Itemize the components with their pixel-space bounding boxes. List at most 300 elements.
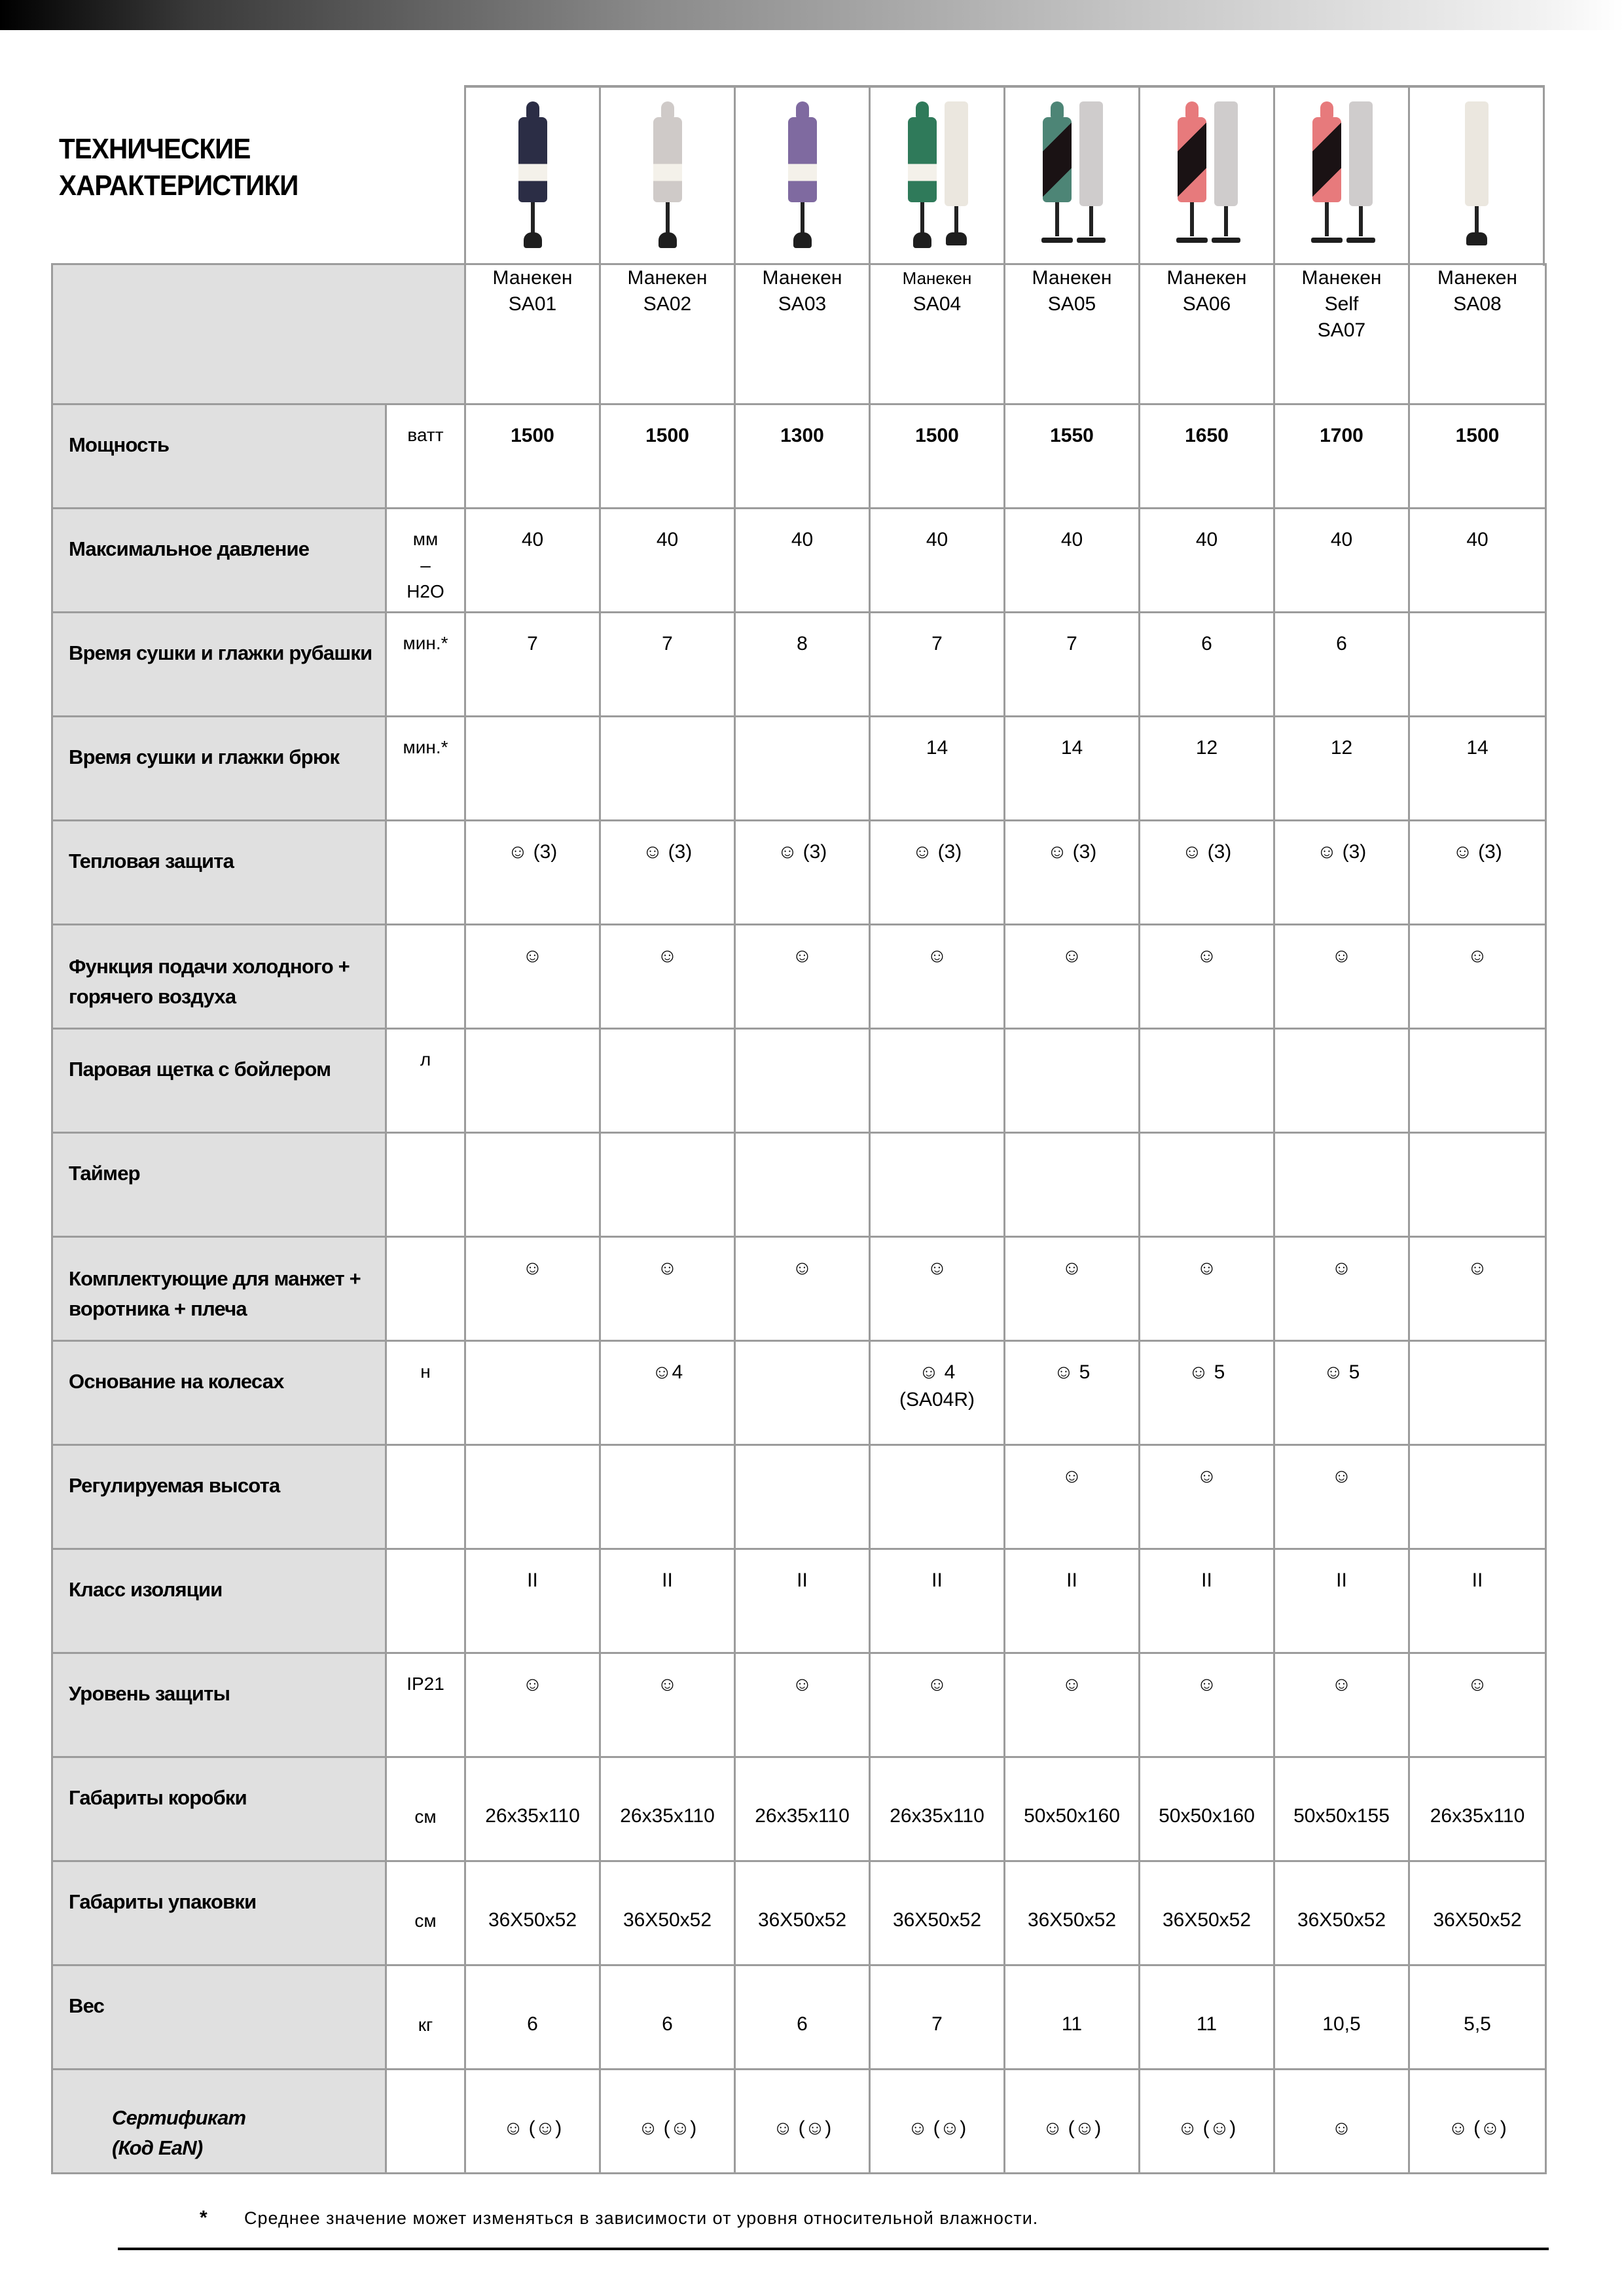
table-cell	[870, 1757, 1005, 1861]
cell-value: 26x35x110	[755, 1805, 850, 1827]
product-photo-2	[599, 88, 734, 266]
row-label-line: Габариты упаковки	[69, 1890, 257, 1913]
model-name-line: SA06	[1182, 293, 1231, 315]
table-cell	[870, 925, 1005, 1029]
table-cell	[870, 404, 1005, 509]
cell-value: ☺	[1197, 1257, 1217, 1279]
cell-value: 1650	[1185, 425, 1229, 446]
model-header-1	[465, 264, 600, 404]
table-cell	[1140, 404, 1274, 509]
row-label-line: Функция подачи холодного +	[69, 955, 350, 978]
model-header-6	[1140, 264, 1274, 404]
cell-value: ☺ 5	[1188, 1361, 1225, 1383]
cell-value: ☺ (3)	[507, 841, 558, 863]
cell-value: ☺ (3)	[1316, 841, 1367, 863]
table-row	[52, 509, 1546, 613]
cell-value: 50x50x160	[1159, 1805, 1255, 1827]
cell-value: ☺	[1331, 2117, 1352, 2139]
row-label-line: Мощность	[69, 433, 170, 456]
row-label-line: Время сушки и глажки рубашки	[69, 641, 372, 664]
row-unit-line: мм	[412, 529, 439, 549]
table-cell	[1140, 821, 1274, 925]
table-cell	[1005, 1653, 1140, 1757]
trouser-press-icon	[1464, 101, 1490, 252]
model-name-line: Self	[1324, 293, 1359, 315]
row-label-line: Сертификат	[112, 2106, 246, 2129]
table-row	[52, 1861, 1546, 1965]
table-cell	[735, 1861, 870, 1965]
cell-value: 36X50x52	[1027, 1909, 1117, 1931]
table-cell	[1140, 1861, 1274, 1965]
table-row	[52, 1549, 1546, 1653]
row-unit	[386, 509, 465, 613]
cell-value: ☺	[1197, 945, 1217, 967]
row-unit	[386, 1653, 465, 1757]
table-row	[52, 613, 1546, 717]
table-cell	[1140, 1029, 1274, 1133]
table-cell	[600, 1445, 735, 1549]
row-label-line: (Код EaN)	[112, 2136, 203, 2159]
table-cell	[870, 1965, 1005, 2070]
cell-value: 50x50x160	[1024, 1805, 1120, 1827]
cell-value: 6	[797, 2013, 808, 2035]
cell-value: 7	[527, 633, 538, 655]
table-cell	[465, 1341, 600, 1445]
table-cell	[870, 1133, 1005, 1237]
cell-value: ☺	[927, 945, 947, 967]
cell-value: 10,5	[1322, 2013, 1361, 2035]
cell-value: 36X50x52	[892, 1909, 982, 1931]
row-label-line: горячего воздуха	[69, 985, 236, 1008]
cell-value: ☺ 5	[1323, 1361, 1360, 1383]
table-cell	[1140, 1549, 1274, 1653]
table-cell	[1005, 925, 1140, 1029]
footnote	[200, 2207, 1038, 2229]
model-header-5	[1005, 264, 1140, 404]
table-cell	[1005, 1133, 1140, 1237]
cell-value: ☺	[1331, 1465, 1352, 1487]
cell-value: ☺	[1197, 1674, 1217, 1695]
row-label	[52, 1237, 386, 1341]
row-unit	[386, 1029, 465, 1133]
cell-value: ☺ (3)	[642, 841, 693, 863]
table-cell	[870, 1653, 1005, 1757]
model-name-line: SA04	[912, 293, 962, 315]
table-cell	[1005, 1445, 1140, 1549]
cell-value: 6	[1201, 633, 1212, 655]
cell-value: ☺	[1467, 945, 1488, 967]
table-cell	[1274, 1341, 1409, 1445]
table-cell	[735, 1341, 870, 1445]
model-name-line: Манекен	[1032, 267, 1112, 289]
product-photo-6	[1138, 88, 1273, 266]
table-cell	[870, 1029, 1005, 1133]
table-cell	[1140, 1237, 1274, 1341]
row-unit-line: см	[414, 1910, 437, 1931]
row-label	[52, 1965, 386, 2070]
row-label	[52, 1445, 386, 1549]
table-cell	[1140, 1133, 1274, 1237]
row-unit	[386, 1133, 465, 1237]
cell-value: 6	[1336, 633, 1347, 655]
table-cell	[1140, 1341, 1274, 1445]
cell-value: ☺ (3)	[777, 841, 827, 863]
table-cell	[735, 509, 870, 613]
table-cell	[735, 1653, 870, 1757]
model-name-line: Манекен	[627, 267, 708, 289]
table-cell	[1005, 821, 1140, 925]
table-cell	[1274, 925, 1409, 1029]
product-photo-8	[1408, 88, 1545, 266]
row-unit-line: IP21	[406, 1674, 444, 1694]
table-cell	[735, 1549, 870, 1653]
table-cell	[600, 821, 735, 925]
model-header-7	[1274, 264, 1409, 404]
cell-value: ☺	[1467, 1257, 1488, 1279]
cell-value: II	[1201, 1570, 1212, 1591]
product-photo-strip	[464, 85, 1545, 266]
cell-value: 7	[1066, 633, 1077, 655]
cell-value: ☺	[1062, 1465, 1082, 1487]
table-cell	[1274, 1549, 1409, 1653]
cell-value: ☺	[792, 945, 812, 967]
row-unit	[386, 1549, 465, 1653]
model-name-line: Манекен	[762, 267, 842, 289]
table-cell	[1140, 1445, 1274, 1549]
row-label	[52, 1549, 386, 1653]
model-name-line: SA08	[1453, 293, 1502, 315]
cell-value: 26x35x110	[620, 1805, 715, 1827]
table-row	[52, 925, 1546, 1029]
cell-value: 36X50x52	[488, 1909, 577, 1931]
model-header-8	[1409, 264, 1546, 404]
table-cell	[1409, 1653, 1546, 1757]
row-label-line: Паровая щетка с бойлером	[69, 1058, 331, 1081]
row-unit	[386, 925, 465, 1029]
table-cell	[1409, 404, 1546, 509]
table-cell	[465, 613, 600, 717]
row-unit	[386, 1341, 465, 1445]
table-cell	[735, 1445, 870, 1549]
cell-value: ☺	[522, 1257, 543, 1279]
row-label	[52, 1341, 386, 1445]
row-unit	[386, 1757, 465, 1861]
table-cell	[600, 1965, 735, 2070]
table-cell	[465, 1237, 600, 1341]
table-cell	[735, 613, 870, 717]
cell-value: II	[1336, 1570, 1347, 1591]
cell-value: 11	[1061, 2013, 1083, 2035]
table-cell	[1005, 509, 1140, 613]
row-label-line: воротника + плеча	[69, 1297, 247, 1320]
table-cell	[1005, 1965, 1140, 2070]
cell-value: ☺	[1197, 1465, 1217, 1487]
table-row	[52, 1237, 1546, 1341]
trouser-press-icon	[1348, 101, 1374, 252]
row-unit	[386, 1861, 465, 1965]
table-cell	[1409, 1757, 1546, 1861]
cell-value: 26x35x110	[890, 1805, 984, 1827]
table-cell	[1005, 1861, 1140, 1965]
model-name-line: Манекен	[1301, 267, 1382, 289]
table-cell	[735, 821, 870, 925]
cell-value: 5,5	[1464, 2013, 1491, 2035]
row-unit-line: ватт	[407, 425, 444, 445]
cell-value: II	[1066, 1570, 1077, 1591]
table-cell	[600, 613, 735, 717]
row-unit-line: н	[420, 1361, 431, 1382]
header-gradient-band	[0, 0, 1624, 30]
cell-value: ☺	[657, 1257, 677, 1279]
table-cell	[1140, 717, 1274, 821]
table-cell	[600, 2070, 735, 2174]
table-cell	[870, 717, 1005, 821]
cell-value: 40	[1195, 529, 1218, 550]
table-cell	[870, 1861, 1005, 1965]
cell-value: 11	[1196, 2013, 1218, 2035]
cell-value: 36X50x52	[757, 1909, 847, 1931]
table-cell	[735, 1237, 870, 1341]
cell-value: 50x50x155	[1293, 1805, 1390, 1827]
table-cell	[735, 2070, 870, 2174]
table-cell	[1140, 613, 1274, 717]
row-unit	[386, 1237, 465, 1341]
cell-value: ☺	[657, 945, 677, 967]
table-cell	[735, 925, 870, 1029]
cell-value: ☺	[792, 1257, 812, 1279]
cell-value: ☺	[1062, 945, 1082, 967]
cell-value: II	[527, 1570, 538, 1591]
table-cell	[465, 821, 600, 925]
model-header-3	[735, 264, 870, 404]
row-label	[52, 925, 386, 1029]
model-name-line: Манекен	[902, 268, 972, 288]
table-cell	[1274, 1965, 1409, 2070]
model-header-4	[870, 264, 1005, 404]
model-name-line: SA01	[508, 293, 557, 315]
row-label-line: Максимальное давление	[69, 537, 310, 560]
cell-value: ☺ (3)	[1182, 841, 1232, 863]
table-cell	[1140, 509, 1274, 613]
table-cell	[465, 509, 600, 613]
table-cell	[1005, 1549, 1140, 1653]
specifications-table	[51, 263, 1547, 2174]
table-row	[52, 1757, 1546, 1861]
cell-value: ☺	[522, 1674, 543, 1695]
table-cell	[1274, 2070, 1409, 2174]
trouser-press-icon	[1213, 101, 1239, 252]
row-label	[52, 1861, 386, 1965]
cell-value: 6	[662, 2013, 673, 2035]
table-cell	[1409, 2070, 1546, 2174]
table-row	[52, 404, 1546, 509]
row-label	[52, 1653, 386, 1757]
row-unit-line: –	[420, 555, 431, 575]
row-label	[52, 404, 386, 509]
model-name-line: Манекен	[492, 267, 573, 289]
table-cell	[735, 717, 870, 821]
table-cell	[465, 925, 600, 1029]
cell-value: ☺ (☺)	[907, 2117, 967, 2139]
table-cell	[1409, 1965, 1546, 2070]
cell-value: ☺	[1331, 1257, 1352, 1279]
cell-value: ☺ (3)	[1047, 841, 1097, 863]
cell-value: ☺ 5	[1053, 1361, 1091, 1383]
row-label-line: Вес	[69, 1994, 105, 2017]
row-label	[52, 1133, 386, 1237]
cell-value: ☺	[1331, 1674, 1352, 1695]
table-cell	[1274, 821, 1409, 925]
footnote-marker: *	[200, 2207, 208, 2229]
table-cell	[465, 1965, 600, 2070]
model-name-line: SA03	[778, 293, 827, 315]
table-cell	[600, 1133, 735, 1237]
cell-value: ☺ (☺)	[772, 2117, 832, 2139]
table-cell	[870, 821, 1005, 925]
model-name-line: SA05	[1047, 293, 1096, 315]
table-cell	[1140, 1757, 1274, 1861]
table-cell	[600, 1237, 735, 1341]
cell-value: ☺	[927, 1257, 947, 1279]
product-photo-5	[1003, 88, 1138, 266]
cell-value: ☺	[657, 1674, 677, 1695]
cell-value: 26x35x110	[485, 1805, 580, 1827]
cell-value: ☺ (☺)	[1042, 2117, 1102, 2139]
cell-value: ☺ (3)	[912, 841, 962, 863]
cell-value: 36X50x52	[1433, 1909, 1522, 1931]
table-cell	[465, 1445, 600, 1549]
row-label-line: Таймер	[69, 1162, 140, 1185]
table-cell	[600, 1029, 735, 1133]
mannequin-shirt-icon	[1310, 101, 1344, 252]
product-photo-1	[464, 88, 599, 266]
table-cell	[1409, 1861, 1546, 1965]
row-unit-line: мин.*	[403, 737, 448, 757]
page-title	[59, 131, 298, 204]
table-cell	[600, 1861, 735, 1965]
cell-value: 1500	[511, 425, 554, 446]
row-label-line: Класс изоляции	[69, 1578, 223, 1601]
cell-value: II	[797, 1570, 808, 1591]
row-unit-line: кг	[418, 2015, 433, 2035]
model-name-line: Манекен	[1166, 267, 1247, 289]
row-unit	[386, 1965, 465, 2070]
table-row	[52, 1133, 1546, 1237]
table-cell	[1409, 1133, 1546, 1237]
table-cell	[1274, 509, 1409, 613]
cell-value: ☺	[1062, 1674, 1082, 1695]
cell-value: 6	[527, 2013, 538, 2035]
table-cell	[465, 717, 600, 821]
table-row	[52, 1445, 1546, 1549]
row-unit	[386, 2070, 465, 2174]
table-cell	[600, 717, 735, 821]
table-cell	[465, 1861, 600, 1965]
cell-value: 40	[1330, 529, 1353, 550]
table-cell	[600, 1341, 735, 1445]
table-row	[52, 821, 1546, 925]
cell-value: 1500	[1455, 425, 1500, 446]
mannequin-shirt-icon	[1040, 101, 1074, 252]
cell-value: 14	[1466, 737, 1489, 759]
cell-value: 40	[521, 529, 544, 550]
mannequin-shirt-icon	[516, 101, 550, 252]
table-cell	[870, 1341, 1005, 1445]
table-row	[52, 2070, 1546, 2174]
table-cell	[1274, 1237, 1409, 1341]
product-photo-3	[734, 88, 869, 266]
table-cell	[735, 1029, 870, 1133]
trouser-press-icon	[943, 101, 969, 252]
cell-value: (SA04R)	[899, 1389, 975, 1410]
cell-value: ☺4	[651, 1361, 683, 1383]
table-cell	[1409, 1029, 1546, 1133]
cell-value: ☺ (☺)	[638, 2117, 697, 2139]
table-cell	[600, 1653, 735, 1757]
table-cell	[465, 2070, 600, 2174]
row-unit	[386, 1445, 465, 1549]
table-row	[52, 1341, 1546, 1445]
cell-value: ☺	[1331, 945, 1352, 967]
cell-value: ☺ (☺)	[503, 2117, 562, 2139]
table-cell	[465, 1757, 600, 1861]
table-cell	[465, 404, 600, 509]
table-cell	[465, 1549, 600, 1653]
table-cell	[1140, 1653, 1274, 1757]
cell-value: ☺ 4	[918, 1361, 956, 1383]
cell-value: II	[1471, 1570, 1483, 1591]
row-label-line: Тепловая защита	[69, 850, 234, 872]
cell-value: 1500	[915, 425, 959, 446]
table-cell	[870, 1445, 1005, 1549]
table-cell	[1140, 1965, 1274, 2070]
cell-value: ☺ (☺)	[1448, 2117, 1507, 2139]
table-cell	[1409, 821, 1546, 925]
cell-value: 7	[931, 633, 943, 655]
table-header-row	[52, 264, 1546, 404]
cell-value: II	[931, 1570, 943, 1591]
table-cell	[1274, 1029, 1409, 1133]
table-cell	[1005, 2070, 1140, 2174]
page-title-line-2: ХАРАКТЕРИСТИКИ	[59, 170, 298, 202]
row-unit	[386, 821, 465, 925]
row-label-line: Время сушки и глажки брюк	[69, 745, 340, 768]
table-cell	[1005, 1341, 1140, 1445]
table-cell	[1409, 1237, 1546, 1341]
cell-value: 1700	[1320, 425, 1363, 446]
table-cell	[1274, 1757, 1409, 1861]
table-cell	[465, 1133, 600, 1237]
table-cell	[1005, 1029, 1140, 1133]
table-cell	[1409, 1549, 1546, 1653]
cell-value: 40	[656, 529, 679, 550]
row-label-line: Основание на колесах	[69, 1370, 284, 1393]
row-label	[52, 821, 386, 925]
table-cell	[1005, 404, 1140, 509]
cell-value: 7	[662, 633, 673, 655]
table-cell	[735, 1757, 870, 1861]
table-cell	[1274, 1133, 1409, 1237]
table-cell	[870, 1237, 1005, 1341]
row-unit	[386, 717, 465, 821]
table-cell	[1005, 1757, 1140, 1861]
table-cell	[600, 404, 735, 509]
model-name-line: Манекен	[1437, 267, 1517, 289]
table-cell	[1005, 717, 1140, 821]
row-unit	[386, 613, 465, 717]
table-cell	[1409, 717, 1546, 821]
row-unit-line: л	[420, 1049, 431, 1069]
